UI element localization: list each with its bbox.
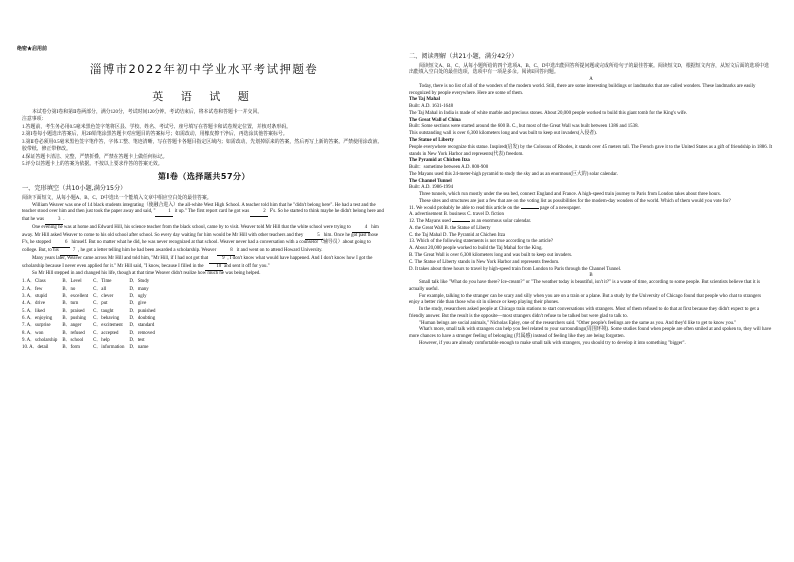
landmark-name: The Statue of Liberty [409,137,454,143]
question-12: 12. The Mayans used as an enormous solar calendar. [409,219,532,225]
question-13-option: B. The Great Wall is over 6,300 kilometers long and was built to keep out invaders. [409,252,573,258]
exam-title: 淄博市2022年初中学业水平考试押题卷 [89,62,319,76]
cloze-paragraph: One evening he was at home and Edward Hill, his science teacher from the black school, came by to visit. Weaver told Mr Hill that the white school were trying to 4 him away. Mr Hill asked Weaver to come to his old school after school. So every day waiting for him would be Mr Hill with other teachers and they 5 him. Once he got past those F's, he stopped 6 himself. But no matter what he did, he was never recognized at that school. Weaver never had a conversation with a counselor（辅导员）about going to college. But, to his 7 , he got a letter telling him he had been awarded a scholarship. Weaver 8 it and went on to attend Howard University. [22,225,386,256]
blank-9: 9 [209,256,227,264]
section1-title: 一、完形填空（共10小题,满分15分） [22,185,127,193]
landmark-built: Built：sometime between A.D. 800-900 [409,165,489,171]
passage-b-label: B [589,273,593,279]
notes-title: 注意事项： [22,116,47,122]
option-row: 1. A．Class B．Level C．Time D．Study [22,279,150,285]
blank-6: 6 [52,240,70,248]
landmark-text: People everywhere recognize this statue. Inspired(启发) by the Colossus of Rhodes, it stands over 45 meters tall. The French gave it to the United States as a gift of friendship in 1886. It stands in New York Harbor and represents(代表) freedom. [409,144,773,157]
landmark-text: This outstanding wall is over 6,300 kilometers long and was built to keep out invaders(入侵者). [409,131,597,137]
option-row: 6. A．enjoying B．pushing C．behaving D．doubting [22,315,156,321]
right-column [409,50,773,348]
option-row: 7. A．surprise B．anger C．excitement D．standard [22,323,155,329]
landmark-name: The Pyramid at Chichen Itza [409,158,470,164]
passage-b-paragraph: What's more, small talk with strangers can help you feel related to your surroundings(周围环境). Some studies found when people are often smiled at and spoken to, they will have more chances to have a stronger feeling of belonging (归属感) instead of feeling like they are being forgotten. [409,327,772,340]
note-item: 3.第Ⅱ卷必须用0.5毫米黑色签字笔作答，字体工整、笔迹清晰，写在答题卡各题目指定区域内；如需改动，先划掉原来的答案，然后再写上新的答案。严禁使用涂改液、胶带纸、修正带修改。 [22,140,383,152]
blank-3: 3 [45,217,63,225]
blank-7: 7 [60,248,78,256]
section1-instructions: 阅读下面短文，从每小题A、B、C、D中选出一个能填入文章中相应空白处的最佳答案。 [22,195,212,201]
landmark-built: Built: A.D. 1631-1648 [409,104,454,110]
cloze-paragraph: William Weaver was one of 14 black students integrating（使融合进入）the all-white West High School. A teacher told him that he "didn't belong here". He had a test and the teacher stood over him and then just took the paper away and said, " 1 it up." The first report card he got was 2 F's. So he started to think maybe he didn't belong here and that he was 3 . [22,203,386,225]
blank-1: 1 [155,209,173,217]
option-row: 10. A．detail B．form C．information D．name [22,345,149,351]
blank-q12 [452,221,470,222]
part1-title: 第Ⅰ卷（选择题共57分） [157,172,251,182]
landmark-text: The Mayans used this 24-meter-high pyramid to study the sky and as an enormous(巨大的) solar calendar. [409,171,618,177]
passage-b-paragraph: For example, talking to the stranger can be scary and silly when you are on a train or a plane. But a study by the University of Chicago found that people who chat to strangers enjoy a better ride than those who sit in silence or keep playing their phones. [409,293,761,306]
note-item: 4.保证答题卡清洁、完整，严禁折叠，严禁在答题卡上做任何标记。 [22,154,168,160]
section2-title: 二、阅读理解（共21小题，满分42分） [409,53,518,60]
cloze-options [22,278,160,352]
passage-a-label: A [589,77,593,83]
note-item: 1.答题前，考生务必用0.5毫米黑色签字笔将区县、学校、姓名、考试号、座号填写在答题卡和试卷规定位置，并核对条形码。 [22,124,291,130]
exam-intro: 本试卷分第Ⅰ卷和第Ⅱ卷两部分，满分120分，考试时间120分钟。考试结束后，将本试卷和答题卡一并交回。 [32,110,263,116]
passage-b-paragraph: "Human beings are social animals," Nicholas Epley, one of the researchers said. "Other people's feelings are the same as you. And they'd like to get to know you." [419,320,737,326]
question-11-options: A. advertisement B. business C. travel D. fiction [409,212,504,218]
blank-4: 4 [352,225,370,233]
section2-instructions: 阅读短文A、B、C，从每小题所给的四个选项A、B、C、D中选出能回答所提问题或完成所给句子的最佳答案。阅读短文D，根据短文内容，从短文后面的选项中选出能填入空白处的最佳选项，选项中有一项是多余。阅读E回答问题。 [409,63,769,76]
question-12-options: C. the Taj Mahal D. The Pyramid at Chichen Itza [409,232,506,238]
passage-b-paragraph: Small talk like "What do you have there? Ice-cream?" or "The weather today is beautiful, isn't it?" is a waste of time, according to some people. But scientists believe that it is actually useful. [409,280,761,292]
option-row: 5. A．liked B．praised C．taught D．punished [22,308,156,314]
option-row: 8. A．won B．refused C．accepted D．removed [22,330,155,336]
blank-2: 2 [250,209,268,217]
notes-list [22,125,386,170]
blank-10: 10 [205,264,223,272]
cloze-paragraph: Many years later, Weaver came across Mr Hill and told him, "Mr Hill, if I had not got that 9 , I don't know what would have happened. And I don't know how I got the scholarship because I never even applied for it." Mr Hill said, "I know, because I filled in the 10 and sent it off for you." [22,256,386,272]
note-item: 5.评分以答题卡上的答案为依据。不按以上要求作答的答案无效。 [22,162,163,168]
blank-8: 8 [217,248,235,256]
cloze-paragraph: So Mr Hill stepped in and changed his life, though at that time Weaver didn't realize how much he was being helped. [32,271,261,277]
passage-a-end: These sites and structures are just a few that are on the voting list as possibilities for the modern-day wonders of the world. Which of them would you vote for? [419,198,731,204]
option-row: 9. A．scholarship B．school C．help D．test [22,338,145,344]
question-13-option: A. About 20,000 people worked to build the Taj Mahal for the King. [409,246,543,252]
option-row: 2. A．few B．no C．all D．many [22,286,149,292]
exam-subtitle: 英 语 试 题 [152,89,256,103]
question-13-option: D. It takes about three hours to travel by high-speed train from London to Paris through the Channel Tunnel. [409,266,622,272]
left-column [22,44,386,352]
option-row: 3. A．stupid B．excellent C．clever D．ugly [22,293,147,299]
option-row: 4. A．drive B．turn C．put D．give [22,301,147,307]
passage-b-paragraph: In the study, researchers asked people at Chicago train stations to start conversations with strangers. Most of them refused to do that at first because they didn't expect to get a friendly answer. But the result is the opposite—most strangers didn't refuse to be talked but were glad to talk to. [409,307,760,319]
passage-b-paragraph: However, if you are already comfortable enough to make small talk with strangers, you should try to develop it into something "bigger". [419,340,686,346]
landmark-built: Built: A.D. 1986-1994 [409,185,454,191]
landmark-text: Built: Some sections were started around the 600 B. C., but most of the Great Wall was built between 1386 and 1538. [409,124,639,130]
note-item: 2.第Ⅰ卷每小题选出答案后，用2B铅笔涂黑答题卡对应题目的答案标号；如需改动，用橡皮擦干净后，再选涂其他答案标号。 [22,132,288,138]
cloze-passage [22,203,386,279]
landmark-name: The Great Wall of China [409,117,461,123]
landmark-name: The Taj Mahal [409,97,440,103]
passage-a-intro: Today, there is no list of all of the wonders of the modern world. Still, there are some interesting buildings or landmarks that are called wonders. These landmarks are easily recognized by people everywhere. Here are some of them. [409,83,756,96]
landmark-name: The Channel Tunnel [409,178,452,184]
question-12-options: A. the Great Wall B. the Statue of Liberty [409,225,491,231]
blank-5: 5 [305,233,323,241]
question-13-option: C. The Statue of Liberty stands in New York Harbor and represents freedom. [409,259,560,265]
question-11: 11. We would probably be able to read this article on the page of a newspaper. [409,205,581,211]
landmark-text: The Taj Mahal in India is made of white marble and precious stones. About 20,000 people worked to build this giant tomb for the King's wife. [409,110,688,116]
landmark-text: Three tunnels, which run mostly under the sea bed, connect England and France. A high-speed train journey to Paris from London takes about three hours. [419,192,722,198]
confidential-label: 绝密★启用前 [17,47,48,52]
question-13: 13. Which of the following statements is not true according to the article? [409,239,554,245]
blank-q11 [521,208,539,209]
